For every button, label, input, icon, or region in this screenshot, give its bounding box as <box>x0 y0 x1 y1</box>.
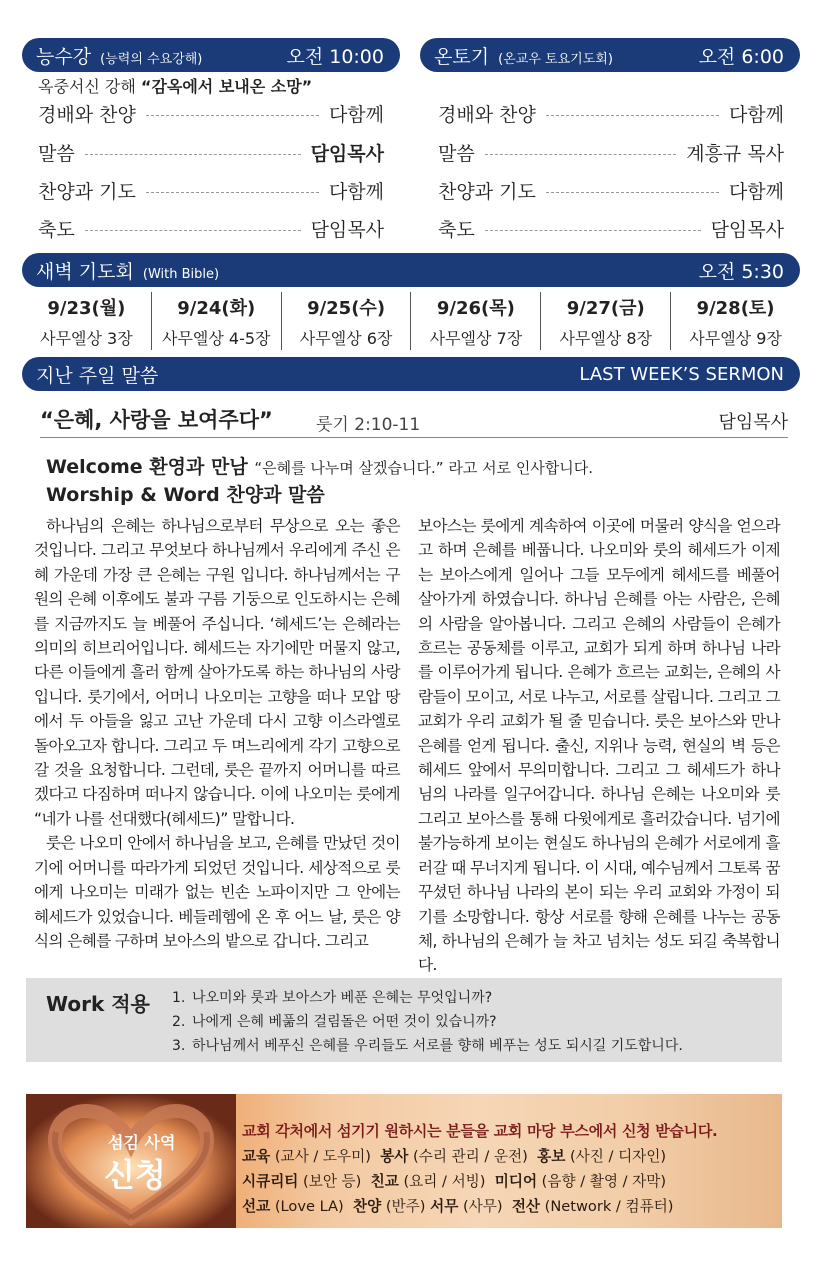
order-label: 찬양과 기도 <box>438 181 536 203</box>
day-chapter: 사무엘상 6장 <box>299 329 393 348</box>
day-date: 9/24(화) <box>177 298 256 319</box>
work-application-box <box>26 978 782 1062</box>
leader-dots <box>146 115 319 116</box>
dawn-title-group <box>36 257 219 284</box>
sermon-section-title: 지난 주일 말씀 <box>36 364 159 387</box>
dawn-subtitle: (With Bible) <box>142 266 220 282</box>
ministry-detail: (음향 / 촬영 / 자막) <box>537 1173 667 1190</box>
work-label: Work 적용 <box>46 992 150 1016</box>
wed-order-row <box>38 139 384 166</box>
day-chapter: 사무엘상 8장 <box>559 329 652 348</box>
dawn-day <box>282 292 412 350</box>
ministry-detail: (보안 등) <box>298 1173 362 1190</box>
sat-service-title: 온토기 <box>434 45 490 68</box>
sermon-column-left <box>34 514 400 953</box>
dawn-schedule <box>22 292 800 350</box>
ministry-name: 미디어 <box>494 1173 538 1190</box>
order-leader: 담임목사 <box>710 219 784 241</box>
dawn-title: 새벽 기도회 <box>36 260 134 283</box>
ministry-signup-banner <box>26 1094 782 1228</box>
leader-dots <box>146 192 319 193</box>
question-number: 2. <box>172 1014 186 1030</box>
sermon-column-right <box>418 514 780 978</box>
work-question <box>172 986 683 1010</box>
ministry-name: 친교 <box>370 1173 399 1190</box>
order-label: 말씀 <box>438 143 475 165</box>
ministry-name: 찬양 <box>353 1198 382 1215</box>
wed-order-row <box>38 100 384 127</box>
leader-dots <box>546 115 719 116</box>
leader-dots <box>546 192 719 193</box>
ministry-detail: (수리 관리 / 운전) <box>408 1148 528 1165</box>
ministry-name: 홍보 <box>537 1148 566 1165</box>
leader-dots <box>85 230 301 231</box>
leader-dots <box>85 154 301 155</box>
ministry-list <box>242 1144 673 1219</box>
sat-service-subtitle: (온교우 토요기도회) <box>498 51 613 67</box>
question-text: 나오미와 룻과 보아스가 베푼 은혜는 무엇입니까? <box>192 990 493 1006</box>
day-chapter: 사무엘상 9장 <box>689 329 782 348</box>
day-date: 9/28(토) <box>696 298 775 319</box>
ministry-row <box>242 1144 673 1169</box>
worship-heading: Worship & Word 찬양과 말씀 <box>46 484 325 506</box>
day-chapter: 사무엘상 3장 <box>40 329 133 348</box>
ministry-name: 교육 <box>242 1148 271 1165</box>
day-date: 9/25(수) <box>307 298 386 319</box>
leader-dots <box>485 154 676 155</box>
leader-dots <box>485 230 701 231</box>
order-leader: 다함께 <box>328 181 384 203</box>
sermon-title-bar <box>40 404 788 438</box>
order-label: 축도 <box>38 219 75 241</box>
lecture-prefix: 옥중서신 강해 <box>38 77 136 96</box>
worship-line <box>46 480 325 507</box>
sat-service-time: 오전 6:00 <box>698 45 784 68</box>
sermon-reference: 룻기 2:10-11 <box>316 415 421 435</box>
dawn-day <box>22 292 152 350</box>
dawn-prayer-header <box>22 253 800 287</box>
wed-order-row <box>38 177 384 204</box>
ministry-name: 시큐리티 <box>242 1173 299 1190</box>
ministry-name: 봉사 <box>380 1148 409 1165</box>
wed-service-time: 오전 10:00 <box>286 45 384 68</box>
work-questions <box>172 986 683 1058</box>
sat-service-header <box>420 38 800 72</box>
ministry-detail: (사진 / 디자인) <box>565 1148 667 1165</box>
welcome-line <box>46 452 593 479</box>
wed-service-title: 능수강 <box>36 45 92 68</box>
question-text: 나에게 은혜 베풂의 걸림돌은 어떤 것이 있습니까? <box>192 1014 497 1030</box>
sermon-paragraph: 하나님의 은혜는 하나님으로부터 무상으로 오는 좋은 것입니다. 그리고 무엇보다 하나님께서 우리에게 주신 은혜 가운데 가장 큰 은혜는 구원 입니다. 하나님께서는 구원의 은혜 이후에도 불과 구름 기둥으로 인도하시는 은혜를 지금까지도 늘 베풀어 주십니다. ‘헤세드’는 은혜라는 의미의 히브리어입니다. 헤세드는 자기에만 머물지 않고, 다른 이들에게 흘러 함께 살아가도록 하는 하나님의 사랑입니다. 룻기에서, 어머니 나오미는 고향을 떠나 모압 땅에서 두 아들을 잃고 고난 가운데 다시 고향 이스라엘로 돌아오고자 합니다. 그리고 두 며느리에게 각기 고향으로 갈 것을 요청합니다. 그런데, 룻은 끝까지 어머니를 따르겠다고 다짐하며 떠나지 않습니다. 이에 나오미는 룻에게 “네가 나를 선대했다(헤세드)” 말합니다. <box>34 517 400 828</box>
ministry-detail: (요리 / 서빙) <box>398 1173 486 1190</box>
order-leader: 다함께 <box>728 181 784 203</box>
banner-headline: 교회 각처에서 섬기기 원하시는 분들을 교회 마당 부스에서 신청 받습니다. <box>242 1122 718 1140</box>
day-chapter: 사무엘상 4-5장 <box>161 329 271 348</box>
dawn-day <box>152 292 282 350</box>
sat-order-row <box>438 177 784 204</box>
order-label: 말씀 <box>38 143 75 165</box>
sermon-title: “은혜, 사랑을 보여주다” <box>40 408 273 432</box>
banner-badge-big: 신청 <box>104 1156 166 1194</box>
work-question <box>172 1034 683 1058</box>
sermon-section-title-en: LAST WEEK’S SERMON <box>579 363 784 385</box>
order-leader: 다함께 <box>728 104 784 126</box>
ministry-detail: (교사 / 도우미) <box>270 1148 371 1165</box>
dawn-day <box>671 292 800 350</box>
ministry-detail: (Love LA) <box>270 1198 344 1215</box>
order-leader: 계흥규 목사 <box>686 143 784 165</box>
sermon-paragraph: 룻은 나오미 안에서 하나님을 보고, 은혜를 만났던 것이기에 어머니를 따라가게 되었던 것입니다. 세상적으로 룻에게 나오미는 미래가 없는 빈손 노파이지만 그 안에는 헤세드가 있었습니다. 베들레헴에 온 후 어느 날, 룻은 양식의 은혜를 구하며 보아스의 밭으로 갑니다. 그리고 <box>34 834 400 950</box>
ministry-row <box>242 1169 673 1194</box>
day-chapter: 사무엘상 7장 <box>429 329 523 348</box>
day-date: 9/23(월) <box>47 298 126 319</box>
dawn-time: 오전 5:30 <box>698 260 784 283</box>
sermon-paragraph: 보아스는 룻에게 계속하여 이곳에 머물러 양식을 얻으라고 하며 은혜를 베풉니다. 나오미와 룻의 헤세드가 이제는 보아스에게 일어나 그들 모두에게 헤세드를 베풀어 살아가게 하였습니다. 하나님 은혜를 아는 사람은, 은혜의 사람을 알아봅니다. 그리고 은혜의 사람들이 은혜가 흐르는 공동체를 이루고, 교회가 되게 하며 하나님 나라를 이루어가게 됩니다. 은혜가 흐르는 교회는, 은혜의 사람들이 모이고, 서로 나누고, 서로를 살립니다. 그리고 그 교회가 우리 교회가 될 줄 믿습니다. 룻은 보아스와 만나 은혜를 얻게 됩니다. 출신, 지위나 능력, 현실의 벽 등은 헤세드 앞에서 무의미합니다. 그리고 그 헤세드가 하나님의 나라를 일구어갑니다. 하나님 은혜는 나오미와 룻 그리고 보아스를 통해 다윗에게로 흘러갔습니다. 넘기에 불가능하게 보이는 현실도 하나님의 은혜가 서로에게 흘러갈 때 무너지게 됩니다. 이 시대, 예수님께서 그토록 꿈꾸셨던 하나님 나라의 본이 되는 우리 교회와 가정이 되기를 소망합니다. 항상 서로를 향해 은혜를 나누는 공동체, 하나님의 은혜가 늘 차고 넘치는 성도 되길 축복합니다. <box>418 517 780 975</box>
banner-badge-small: 섬김 사역 <box>108 1133 176 1152</box>
sat-order-row <box>438 100 784 127</box>
order-label: 축도 <box>438 219 475 241</box>
welcome-note: “은혜를 나누며 살겠습니다.” 라고 서로 인사합니다. <box>254 459 594 477</box>
question-number: 1. <box>172 990 186 1006</box>
order-leader: 담임목사 <box>310 219 384 241</box>
ministry-row <box>242 1194 673 1219</box>
wed-service-subtitle: (능력의 수요강해) <box>100 51 203 67</box>
ministry-detail: (Network / 컴퓨터) <box>540 1198 674 1215</box>
ministry-name: 선교 <box>242 1198 271 1215</box>
question-number: 3. <box>172 1038 186 1054</box>
sat-order-row <box>438 139 784 166</box>
welcome-heading: Welcome 환영과 만남 <box>46 456 248 478</box>
question-text: 하나님께서 베푸신 은혜를 우리들도 서로를 향해 베푸는 성도 되시길 기도합니다. <box>192 1038 683 1054</box>
work-question <box>172 1010 683 1034</box>
sermon-section-header <box>22 357 800 391</box>
wed-service-header <box>22 38 400 72</box>
ministry-name: 서무 <box>430 1198 459 1215</box>
ministry-detail: (반주) <box>381 1198 426 1215</box>
day-date: 9/27(금) <box>566 298 645 319</box>
sermon-preacher: 담임목사 <box>718 412 788 433</box>
order-leader: 담임목사 <box>310 143 384 165</box>
order-label: 경배와 찬양 <box>438 104 536 126</box>
sat-service-title-group <box>434 42 613 69</box>
dawn-day <box>541 292 671 350</box>
lecture-title: “감옥에서 보내온 소망” <box>140 77 313 96</box>
wed-order-row <box>38 215 384 242</box>
order-label: 찬양과 기도 <box>38 181 136 203</box>
dawn-day <box>411 292 541 350</box>
lecture-series <box>38 74 312 97</box>
order-label: 경배와 찬양 <box>38 104 136 126</box>
ministry-detail: (사무) <box>458 1198 503 1215</box>
sat-order-row <box>438 215 784 242</box>
day-date: 9/26(목) <box>436 298 515 319</box>
ministry-name: 전산 <box>511 1198 541 1215</box>
order-leader: 다함께 <box>328 104 384 126</box>
wed-service-title-group <box>36 42 202 69</box>
